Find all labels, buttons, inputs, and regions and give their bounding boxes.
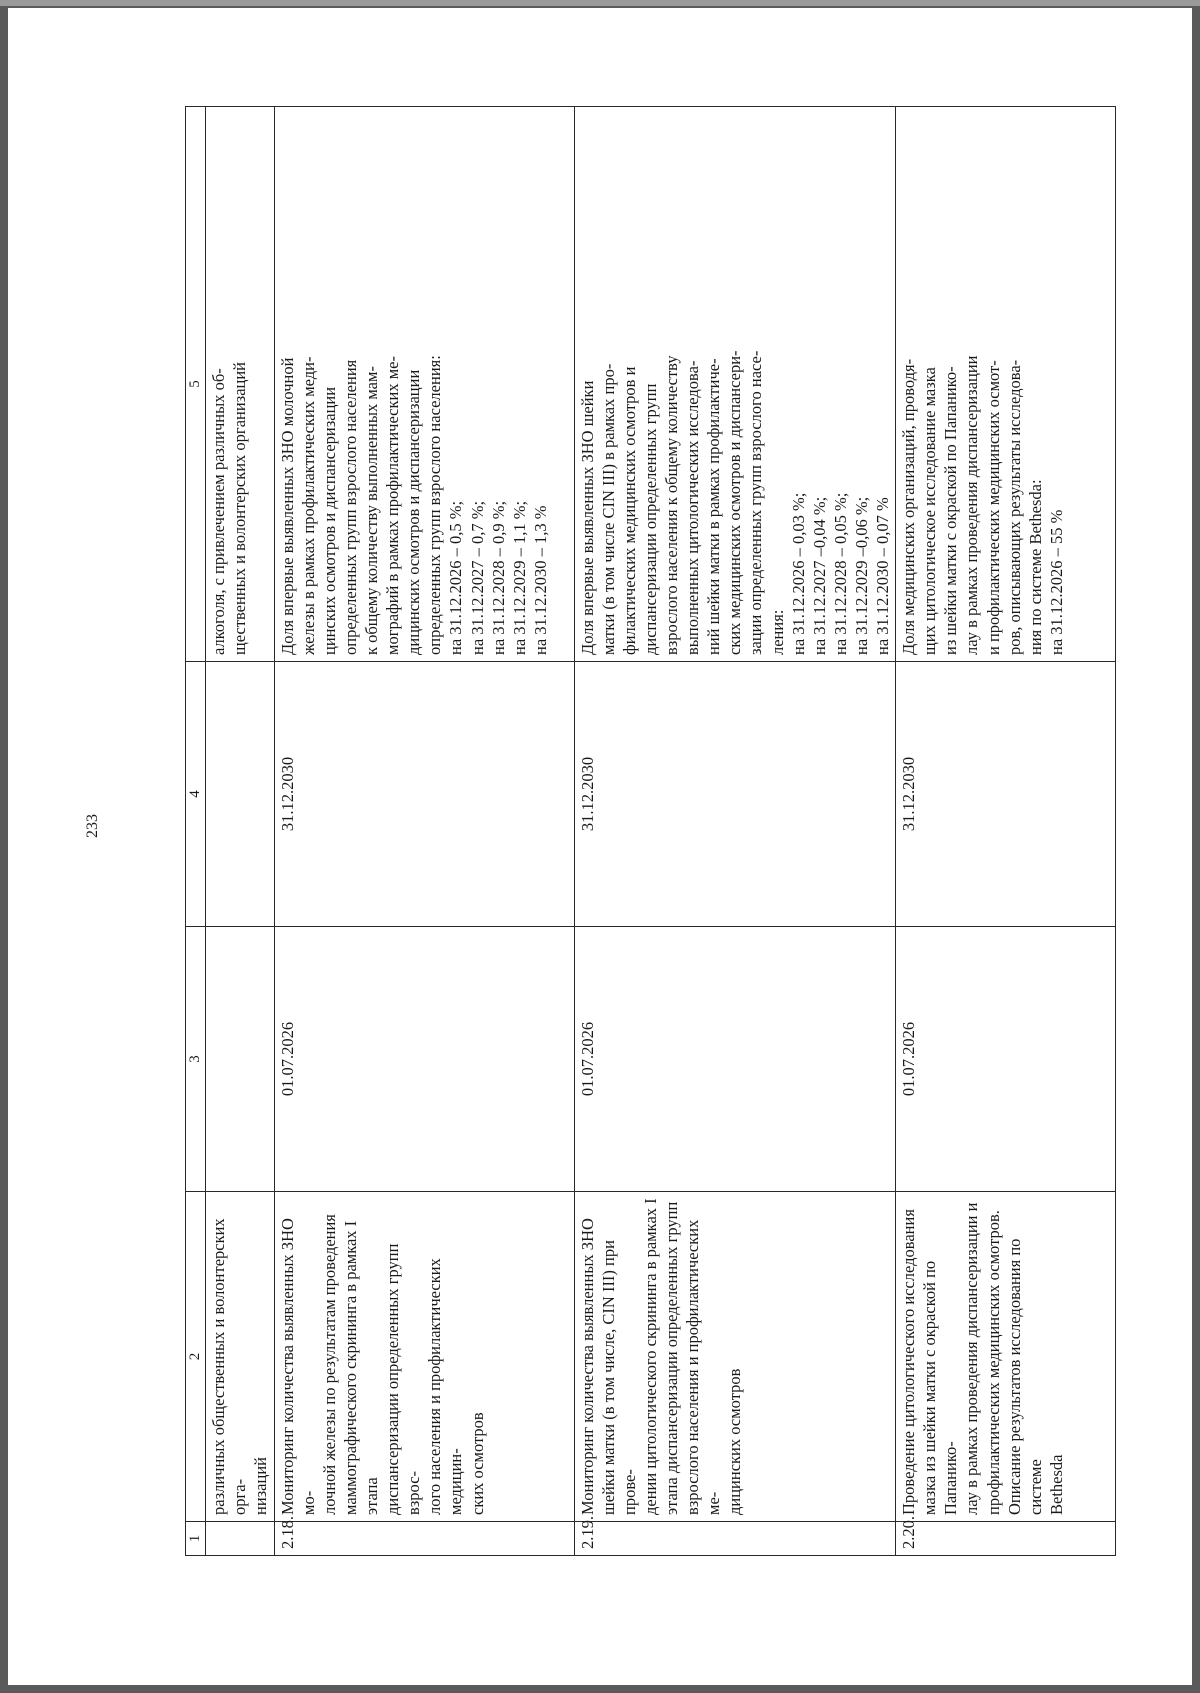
result-cell: Доля впервые выявленных ЗНО шейки матки (в том числе CIN III) в рамках про- филактических медицинских осмотров и диспансеризации определенных групп взрослого населения к общему количеству выполненных цитологических исследова- ний шейки матки в рамках профилактиче- ских медицинских осмотров и диспансери- зации определенных групп взрослого насе- ления: на 31.12.2026 – 0,03 %; на 31.12.2027 –0,04 %; на 31.12.2028 – 0,05 %; на 31.12.2029 –0,06 %; на 31.12.2030 – 0,07 % — [574, 107, 896, 662]
table-row — [274, 107, 574, 1556]
scan-edge — [0, 0, 1200, 6]
row-number-cell: 2.18. — [274, 1522, 574, 1556]
start-date-cell: 01.07.2026 — [574, 927, 896, 1192]
document-page — [8, 8, 1192, 1685]
rotated-table-wrapper — [185, 106, 1115, 1556]
row-number-cell: 2.20. — [896, 1522, 1116, 1556]
table-row — [896, 107, 1116, 1556]
row-number-cell: 2.19. — [574, 1522, 896, 1556]
activity-name-cell: Мониторинг количества выявленных ЗНО шейки матки (в том числе, CIN III) при прове- дении цитологического скрининга в рамках I этапа диспансеризации определенных групп взрослого населения и профилактических ме- дицинских осмотров — [574, 1192, 896, 1522]
page-number: 233 — [84, 814, 101, 838]
end-date-cell: 31.12.2030 — [896, 662, 1116, 927]
header-cell: 1 — [186, 1522, 206, 1556]
header-cell: 2 — [186, 1192, 206, 1522]
activity-name-cell: Проведение цитологического исследования мазка из шейки матки с окраской по Папанико- лау в рамках проведения диспансеризации и профилактических медицинских осмотров. Описание результатов исследования по системе Bethesda — [896, 1192, 1116, 1522]
activities-table — [185, 106, 1116, 1556]
table-row — [574, 107, 896, 1556]
activity-name-cell: различных общественных и волонтерских орга- низаций — [206, 1192, 274, 1522]
end-date-cell — [206, 662, 274, 927]
start-date-cell: 01.07.2026 — [896, 927, 1116, 1192]
start-date-cell: 01.07.2026 — [274, 927, 574, 1192]
row-number-cell — [206, 1522, 274, 1556]
activity-name-cell: Мониторинг количества выявленных ЗНО мо- лочной железы по результатам проведения маммографического скрининга в рамках I этапа диспансеризации определенных групп взрос- лого населения и профилактических медицин- ских осмотров — [274, 1192, 574, 1522]
header-cell: 4 — [186, 662, 206, 927]
header-cell: 5 — [186, 107, 206, 662]
result-cell: Доля медицинских организаций, проводя- щих цитологическое исследование мазка из шейки матки с окраской по Папанико- лау в рамках проведения диспансеризации и профилактических медицинских осмот- ров, описывающих результаты исследова- ния по системе Bethesda: на 31.12.2026 – 55 % — [896, 107, 1116, 662]
header-cell: 3 — [186, 927, 206, 1192]
result-cell: алкоголя, с привлечением различных об- щественных и волонтерских организаций — [206, 107, 274, 662]
start-date-cell — [206, 927, 274, 1192]
result-cell: Доля впервые выявленных ЗНО молочной железы в рамках профилактических меди- цинских осмотров и диспансеризации определенных групп взрослого населения к общему количеству выполненных мам- мографий в рамках профилактических ме- дицинских осмотров и диспансеризации определенных групп взрослого населения: на 31.12.2026 – 0,5 %; на 31.12.2027 – 0,7 %; на 31.12.2028 – 0,9 %; на 31.12.2029 – 1,1 %; на 31.12.2030 – 1,3 % — [274, 107, 574, 662]
continuation-row — [206, 107, 274, 1556]
header-row — [186, 107, 206, 1556]
end-date-cell: 31.12.2030 — [574, 662, 896, 927]
end-date-cell: 31.12.2030 — [274, 662, 574, 927]
